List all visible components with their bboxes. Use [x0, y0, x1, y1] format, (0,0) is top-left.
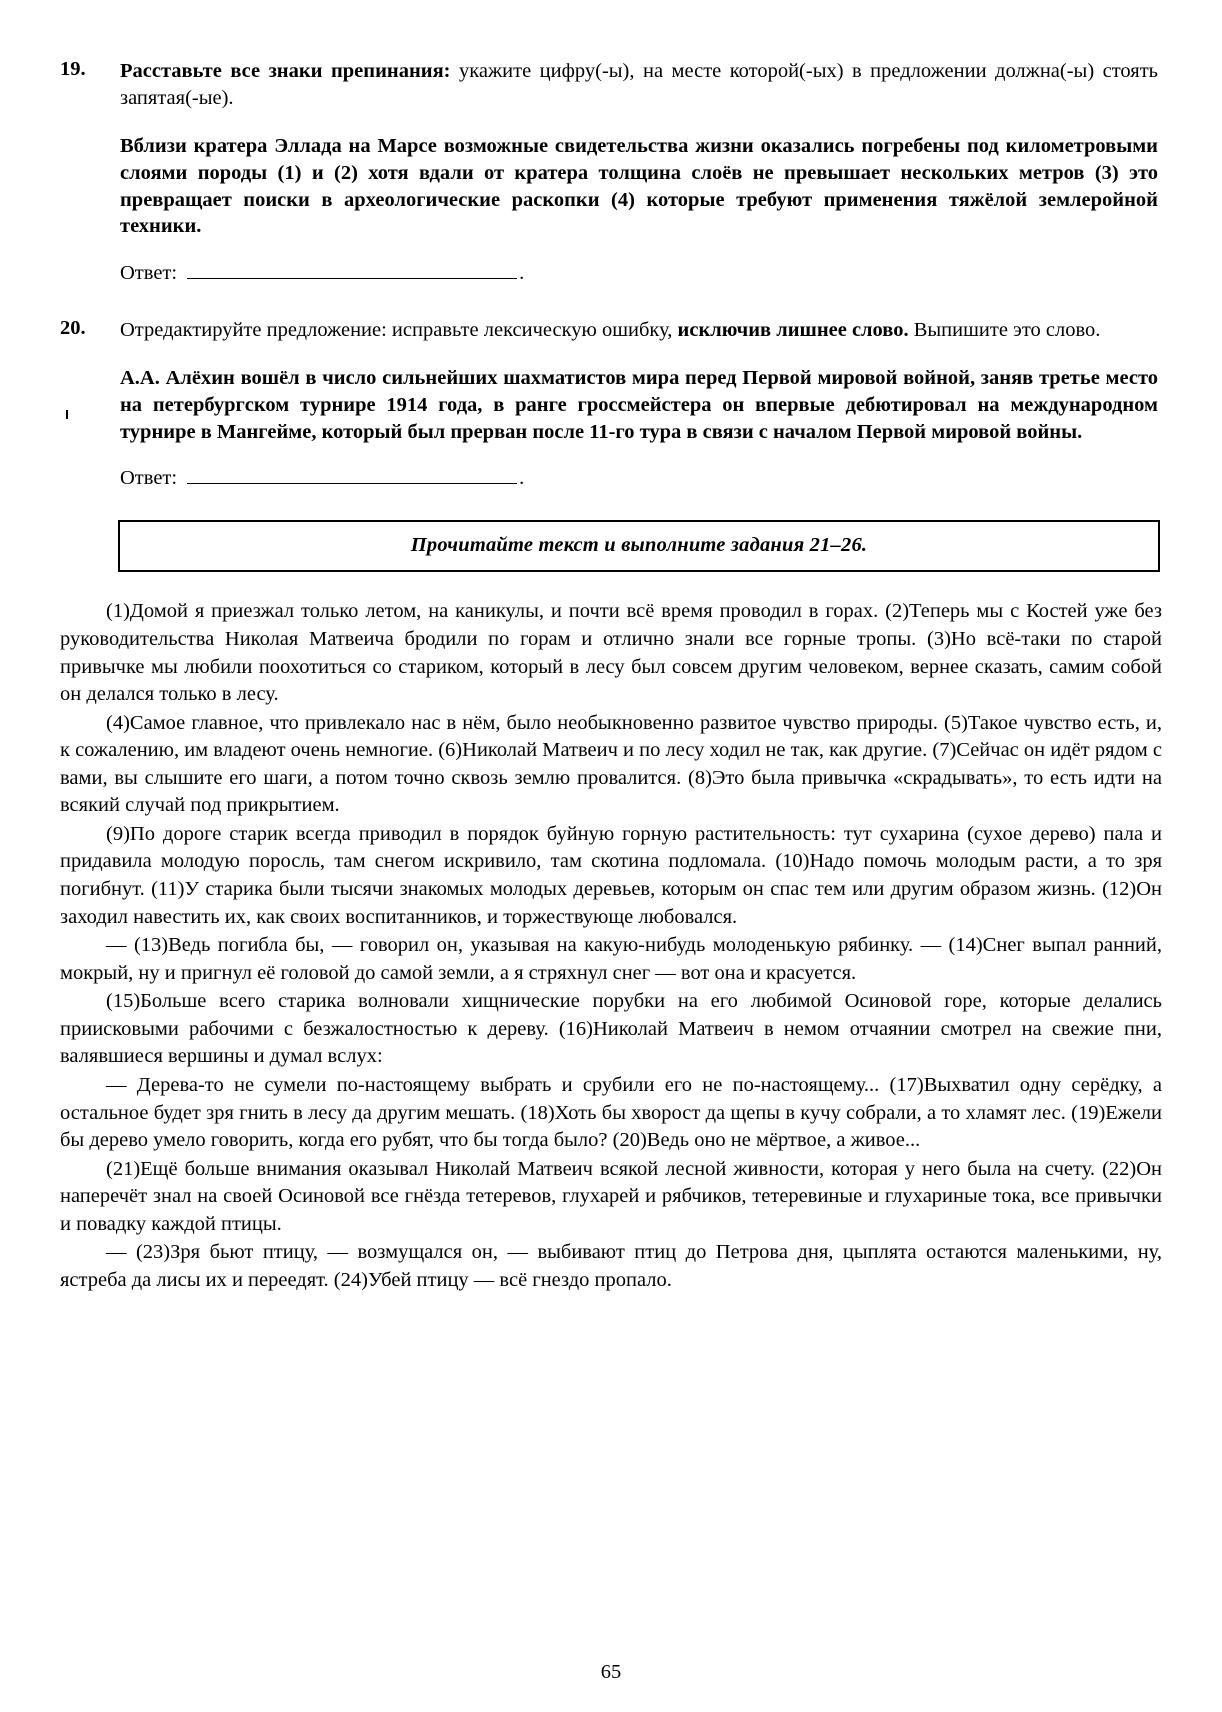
paragraph: — Дерева-то не сумели по-настоящему выбрать и срубили его не по-настоящему... (17)Выхватил одну серёдку, а остальное будет зря гнить в лесу да другим мешать. (18)Хоть бы хворост да щепы в кучу собрали, а то хламят лес. (19)Ежели бы дерево умело говорить, когда его рубят, что бы тогда было? (20)Ведь оно не мёртвое, а живое...: [60, 1073, 1162, 1152]
task-19-instruction-bold: Расставьте все знаки препинания:: [120, 60, 451, 82]
task-20-instruction: [120, 317, 1158, 344]
task-19-body: [120, 58, 1162, 285]
task-19-instruction: [120, 58, 1158, 111]
paragraph: (9)По дороге старик всегда приводил в порядок буйную горную растительность: тут сухарина (сухое дерево) пала и придавила молодую поросль, там снегом искривило, там скотина подломала. (10)Надо помочь молодым расти, а то зря погибнут. (11)У старика были тысячи знакомых молодых деревьев, которым он спас тем или другим образом жизнь. (12)Он заходил навестить их, как своих воспитанников, и торжествующе любовался.: [60, 822, 1162, 928]
task-20-answer-input[interactable]: [187, 467, 517, 484]
paragraph: (4)Самое главное, что привлекало нас в нём, было необыкновенно развитое чувство природы. (5)Такое чувство есть, и, к сожалению, им владеют очень немногие. (6)Николай Матвеич и по лесу ходил не так, как другие. (7)Сейчас он идёт рядом с вами, вы слышите его шаги, а потом точно сквозь землю провалится. (8)Это была привычка «скрадывать», то есть идти на всякий случай под прикрытием.: [60, 711, 1162, 817]
task-20-answer-label: Ответ:: [120, 467, 178, 490]
paragraph: (15)Больше всего старика волновали хищнические порубки на его любимой Осиновой горе, которые делались приисковыми рабочими с безжалостностью к дереву. (16)Николай Матвеич в немом отчаянии смотрел на свежие пни, валявшиеся вершины и думал вслух:: [60, 990, 1162, 1068]
task-20-number: 20.: [60, 316, 86, 339]
task-19: [58, 58, 1162, 285]
task-gap: [58, 289, 1162, 317]
margin-tick-mark: [66, 410, 68, 419]
reading-notice-text: Прочитайте текст и выполните задания 21–26.: [410, 534, 868, 557]
task-19-number: 19.: [60, 58, 86, 80]
paragraph: — (23)Зря бьют птицу, — возмущался он, — выбивают птиц до Петрова дня, цыплята остаются маленькими, ну, ястреба да лисы их и переедят. (24)Убей птицу — всё гнездо пропало.: [60, 1241, 1162, 1291]
task-19-answer-dot: .: [519, 261, 525, 284]
task-20-instruction-tail: Выпишите это слово.: [908, 318, 1101, 341]
task-19-answer-label: Ответ:: [120, 261, 178, 284]
task-19-answer-input[interactable]: [187, 262, 517, 279]
task-20: [58, 317, 1162, 491]
paragraph: — (13)Ведь погибла бы, — говорил он, указывая на какую-нибудь молоденькую рябинку. — (14)Снег выпал ранний, мокрый, ну и пригнул её головой до самой земли, а я стряхнул снег — вот она и красуется.: [60, 934, 1162, 984]
task-20-instruction-plain: Отредактируйте предложение: исправьте лексическую ошибку,: [120, 318, 678, 341]
task-19-instruction-rest: укажите цифру(-ы), на месте которой(-ых) в предложении должна(-ы) стоять запятая(-ые).: [120, 60, 1159, 109]
task-20-body: [120, 317, 1162, 491]
task-20-answer-row: [120, 467, 1158, 490]
task-20-instruction-bold: исключив лишнее слово.: [677, 318, 909, 341]
reading-text: [58, 598, 1162, 1294]
task-19-answer-row: [120, 262, 1158, 285]
paragraph: (1)Домой я приезжал только летом, на каникулы, и почти всё время проводил в горах. (2)Теперь мы с Костей уже без руководительства Николая Матвеича бродили по горам и отлично знали все горные тропы. (3)Но всё-таки по старой привычке мы любили поохотиться со стариком, который в лесу был совсем другим человеком, вернее сказать, самим собой он делался только в лесу.: [60, 600, 1162, 706]
task-20-answer-dot: .: [519, 467, 525, 490]
task-19-stimulus: Вблизи кратера Эллада на Марсе возможные свидетельства жизни оказались погребены под километровыми слоями породы (1) и (2) хотя вдали от кратера толщина слоёв не превышает нескольких метров (3) это превращает поиски в археологические раскопки (4) которые требуют применения тяжёлой землеройной техники.: [120, 135, 1158, 238]
reading-notice-box: [118, 520, 1160, 572]
page-number: 65: [600, 1661, 622, 1683]
task-20-stimulus: А.А. Алёхин вошёл в число сильнейших шахматистов мира перед Первой мировой войной, заняв третье место на петербургском турнире 1914 года, в ранге гроссмейстера он впервые дебютировал на международном турнире в Мангейме, который был прерван после 11-го тура в связи с началом Первой мировой войны.: [120, 367, 1158, 443]
paragraph: (21)Ещё больше внимания оказывал Николай Матвеич всякой лесной живности, которая у него была на счету. (22)Он наперечёт знал на своей Осиновой все гнёзда тетеревов, глухарей и рябчиков, тетеревиные и глухариные тока, все привычки и повадку каждой птицы.: [60, 1157, 1162, 1235]
